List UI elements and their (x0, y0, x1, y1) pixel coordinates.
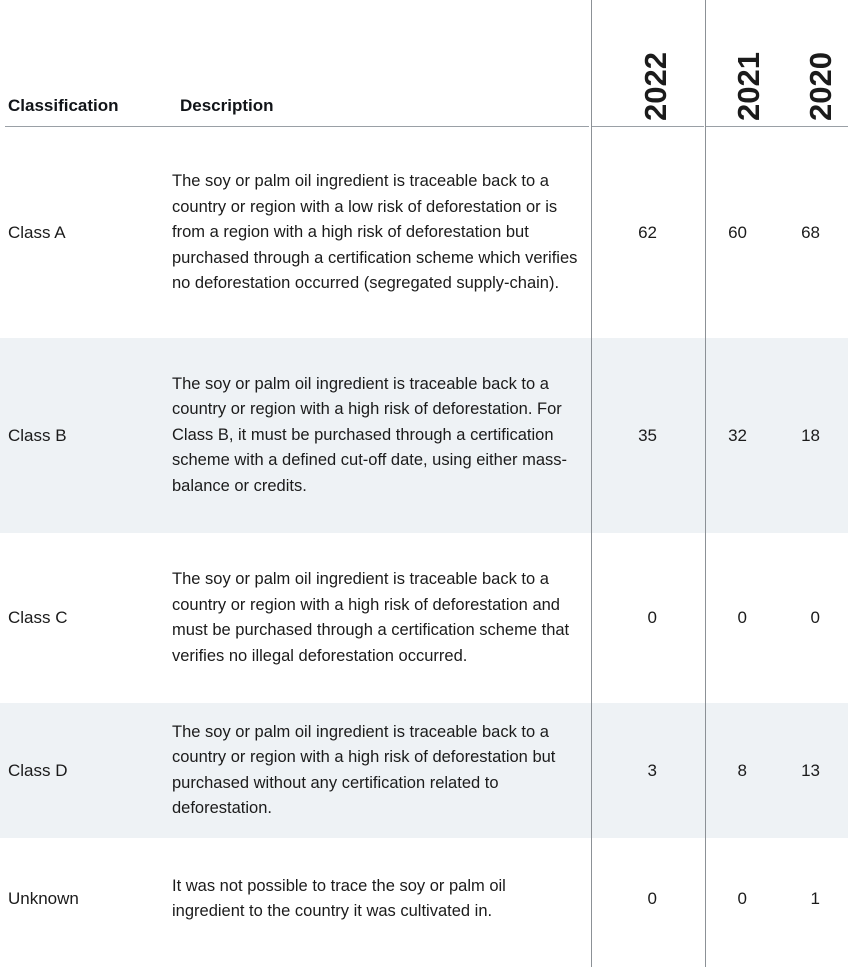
cell-value-2020: 68 (801, 223, 820, 242)
cell-classification: Class B (8, 425, 67, 445)
table-body (0, 128, 848, 960)
column-divider-2022 (591, 0, 592, 967)
cell-classification: Class D (8, 760, 68, 780)
header-rule-right (706, 126, 848, 127)
cell-value-2020: 0 (810, 608, 820, 627)
table-row (0, 338, 848, 533)
cell-value-2022: 0 (647, 608, 657, 627)
cell-value-2022: 62 (638, 223, 657, 242)
cell-description: It was not possible to trace the soy or palm oil ingredient to the country it was cultivated in. (172, 876, 506, 920)
cell-value-2022: 0 (647, 889, 657, 908)
header-description: Description (180, 96, 274, 115)
table-row (0, 838, 848, 960)
cell-value-2022: 3 (647, 760, 657, 780)
cell-description: The soy or palm oil ingredient is traceable back to a country or region with a high risk of deforestation and must be purchased through a certification scheme that verifies no illegal deforestation occurred. (172, 570, 570, 665)
cell-value-2021: 8 (737, 760, 747, 780)
cell-value-2021: 0 (737, 608, 747, 627)
header-year-2020: 2020 (803, 52, 838, 121)
header-classification: Classification (8, 96, 119, 115)
table-row (0, 703, 848, 838)
cell-classification: Unknown (8, 889, 79, 908)
cell-value-2021: 32 (728, 425, 747, 445)
cell-description: The soy or palm oil ingredient is traceable back to a country or region with a high risk of deforestation but purchased without any certification related to deforestation. (172, 722, 556, 817)
cell-value-2020: 13 (801, 760, 820, 780)
column-divider-2021 (705, 0, 706, 967)
cell-description: The soy or palm oil ingredient is traceable back to a country or region with a high risk of deforestation. For Class B, it must be purchased through a certification scheme with a defined cut-off date, using either mass-balance or credits. (172, 374, 567, 495)
cell-value-2022: 35 (638, 425, 657, 445)
cell-value-2021: 0 (737, 889, 747, 908)
cell-value-2021: 60 (728, 223, 747, 242)
header-rule-left (5, 126, 589, 127)
table-header (0, 0, 848, 128)
header-year-2022: 2022 (638, 52, 673, 121)
cell-value-2020: 18 (801, 425, 820, 445)
table-row (0, 128, 848, 338)
cell-value-2020: 1 (810, 889, 820, 908)
header-rule-mid (592, 126, 704, 127)
table-row (0, 533, 848, 703)
cell-classification: Class C (8, 608, 68, 627)
cell-classification: Class A (8, 223, 66, 242)
cell-description: The soy or palm oil ingredient is traceable back to a country or region with a low risk of deforestation or is from a region with a high risk of deforestation but purchased through a certification scheme which verifies no deforestation occurred (segregated supply-chain). (172, 172, 578, 293)
header-year-2021: 2021 (731, 52, 766, 121)
